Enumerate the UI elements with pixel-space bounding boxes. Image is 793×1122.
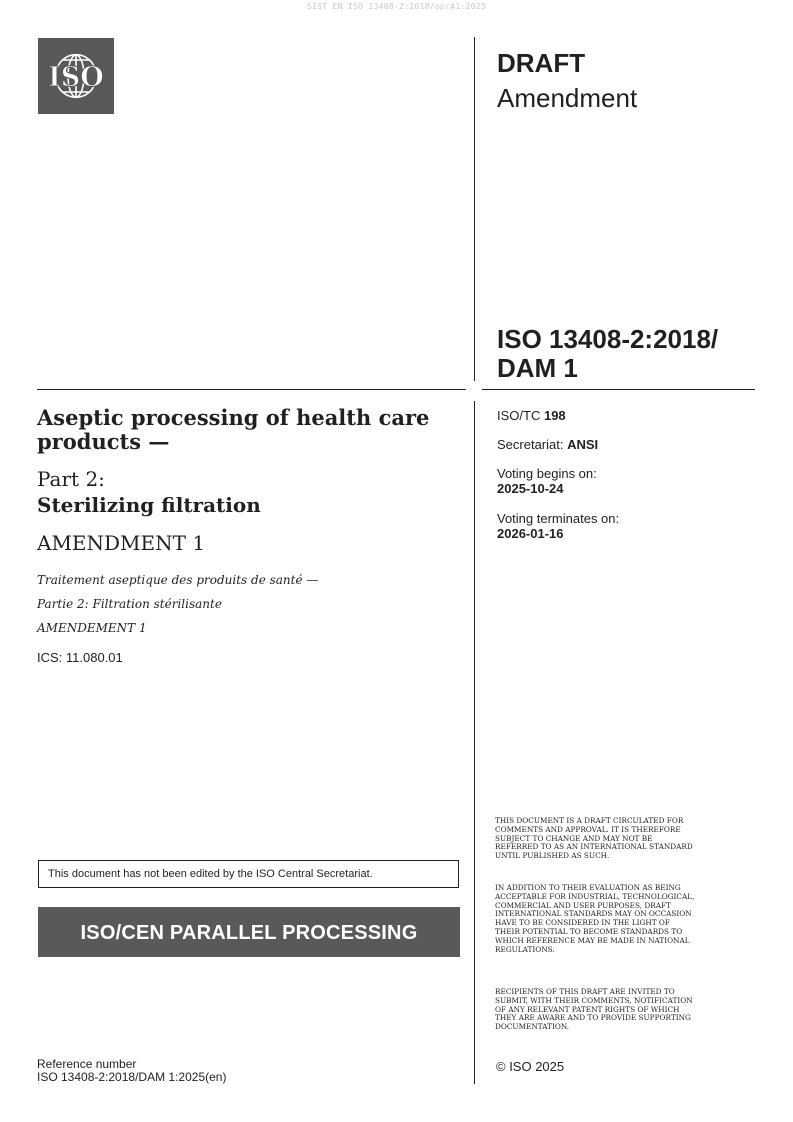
editing-notice: This document has not been edited by the ISO Central Secretariat. [38, 860, 459, 888]
voting-terminates-label: Voting terminates on: [497, 511, 620, 526]
amendment-label: AMENDMENT 1 [37, 531, 206, 555]
title-rule-left [37, 389, 466, 390]
disclaimer-draft-status: THIS DOCUMENT IS A DRAFT CIRCULATED FOR COMMENTS AND APPROVAL. IT IS THEREFORE SUBJECT TO CHANGE AND MAY NOT BE REFERRED TO AS AN INTERNATIONAL STANDARD UNTIL PUBLISHED AS SUCH. [495, 816, 693, 861]
committee-label: ISO/TC [497, 408, 541, 423]
voting-begins-label: Voting begins on: [497, 466, 597, 481]
secretariat [497, 437, 598, 452]
doc-type-amendment: Amendment [497, 83, 638, 113]
column-divider [474, 37, 475, 1084]
voting-begins-value: 2025-10-24 [497, 481, 564, 496]
voting-terminates-value: 2026-01-16 [497, 526, 564, 541]
french-title-line3: AMENDEMENT 1 [37, 621, 147, 635]
standard-number-line1: ISO 13408-2:2018/ [497, 324, 719, 354]
parallel-processing-banner: ISO/CEN PARALLEL PROCESSING [38, 907, 460, 957]
voting-begins [497, 466, 597, 496]
french-title-line2: Partie 2: Filtration stérilisante [37, 597, 222, 611]
iso-globe-logo-icon [38, 38, 114, 114]
secretariat-value: ANSI [567, 437, 599, 452]
part-label: Part 2: [37, 467, 105, 491]
svg-text:ISO: ISO [48, 62, 104, 93]
reference-number-label: Reference number [37, 1057, 137, 1071]
voting-terminates [497, 511, 619, 541]
reference-number-value: ISO 13408-2:2018/DAM 1:2025(en) [37, 1070, 227, 1084]
standard-number-line2: DAM 1 [497, 353, 578, 383]
french-title-line1: Traitement aseptique des produits de santé — [37, 573, 319, 587]
secretariat-label: Secretariat: [497, 437, 564, 452]
committee-value: 198 [543, 408, 566, 423]
committee [497, 408, 566, 423]
disclaimer-patent-rights: RECIPIENTS OF THIS DRAFT ARE INVITED TO SUBMIT, WITH THEIR COMMENTS, NOTIFICATION OF ANY RELEVANT PATENT RIGHTS OF WHICH THEY ARE AWARE AND TO PROVIDE SUPPORTING DOCUMENTATION. [495, 987, 693, 1032]
doc-type-draft: DRAFT [497, 48, 586, 78]
watermark: SIST EN ISO 13408-2:2018/oprA1:2025 [306, 2, 487, 11]
standard-number [497, 325, 718, 383]
title-rule-right [482, 389, 755, 390]
copyright: © ISO 2025 [496, 1059, 565, 1074]
divider-gap [470, 381, 479, 401]
disclaimer-evaluation: IN ADDITION TO THEIR EVALUATION AS BEING ACCEPTABLE FOR INDUSTRIAL, TECHNOLOGICAL, COMMERCIAL AND USER PURPOSES, DRAFT INTERNATIONAL STANDARDS MAY ON OCCASION HAVE TO BE CONSIDERED IN THE LIGHT OF THEIR POTENTIAL TO BECOME STANDARDS TO WHICH REFERENCE MAY BE MADE IN NATIONAL REGULATIONS. [495, 883, 695, 954]
document-title: Aseptic processing of health care products — [37, 405, 430, 454]
iso-logo [38, 38, 114, 114]
part-title: Sterilizing filtration [37, 493, 261, 517]
ics-code: ICS: 11.080.01 [37, 650, 123, 665]
